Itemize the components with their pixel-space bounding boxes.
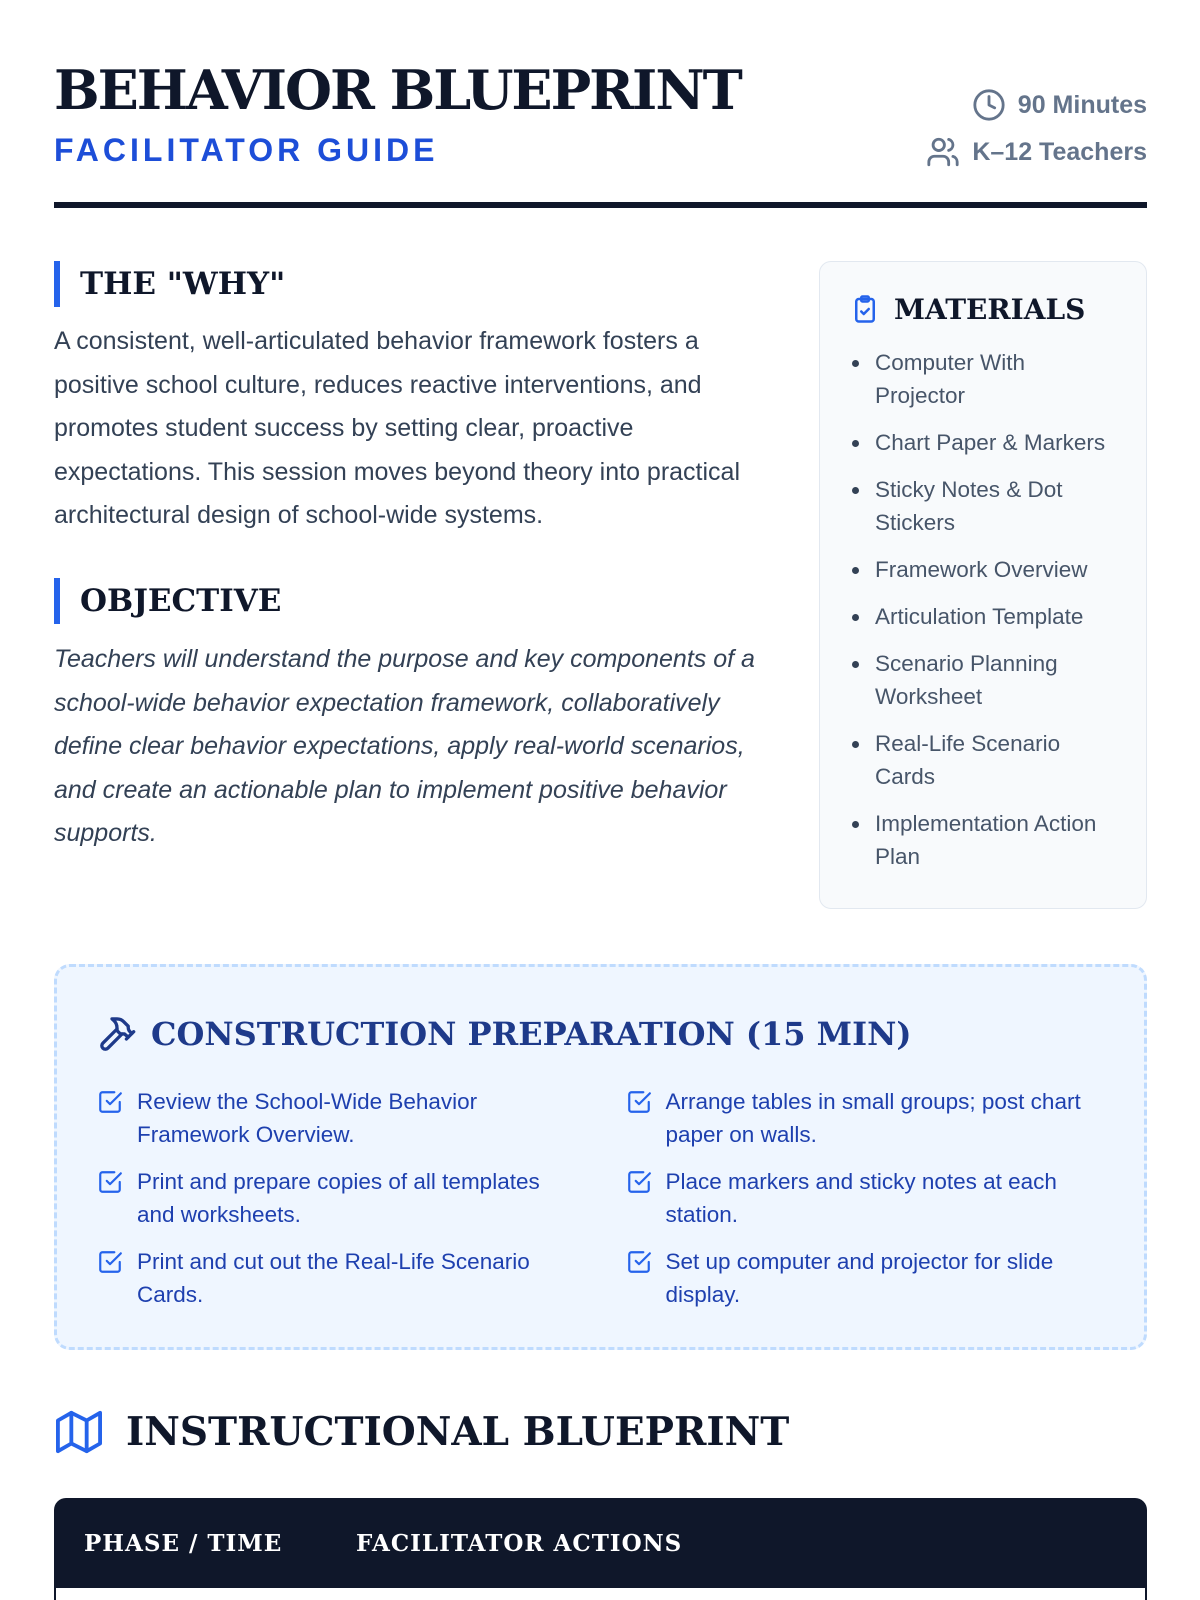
users-icon xyxy=(926,135,960,169)
check-square-icon xyxy=(626,1089,652,1115)
checklist-item-text: Set up computer and projector for slide display. xyxy=(665,1249,1054,1307)
why-paragraph: A consistent, well-articulated behavior framework fosters a positive school culture, reduces reactive interventions, and promotes student success by setting clear, proactive expectations. This session moves beyond theory into practical architectural design of school-wide systems. xyxy=(54,327,741,529)
check-square-icon xyxy=(626,1169,652,1195)
page-header xyxy=(54,54,1147,208)
materials-item: Articulation Template xyxy=(850,600,1120,633)
checklist-item xyxy=(626,1245,1105,1311)
blueprint-heading-text: INSTRUCTIONAL BLUEPRINT xyxy=(126,1409,790,1455)
table-header xyxy=(54,1498,1147,1588)
materials-item: Chart Paper & Markers xyxy=(850,426,1120,459)
checklist-item xyxy=(97,1085,576,1151)
materials-item: Sticky Notes & Dot Stickers xyxy=(850,473,1120,539)
objective-heading xyxy=(54,578,281,624)
materials-item: Framework Overview xyxy=(850,553,1120,586)
materials-list xyxy=(850,346,1120,873)
materials-item: Implementation Action Plan xyxy=(850,807,1120,873)
checklist-item-text: Review the School-Wide Behavior Framework Overview. xyxy=(137,1089,478,1147)
hammer-icon xyxy=(97,1014,137,1054)
why-heading-text: THE "WHY" xyxy=(80,266,286,302)
preparation-checklist xyxy=(97,1085,1104,1311)
map-icon xyxy=(54,1409,104,1455)
materials-item: Computer With Projector xyxy=(850,346,1120,412)
blueprint-heading xyxy=(54,1404,789,1460)
materials-item: Real-Life Scenario Cards xyxy=(850,727,1120,793)
checklist-item-text: Place markers and sticky notes at each station. xyxy=(665,1169,1057,1227)
checklist-item xyxy=(626,1165,1105,1231)
preparation-heading xyxy=(97,1007,1104,1061)
objective-heading-text: OBJECTIVE xyxy=(80,583,282,619)
page-subtitle: FACILITATOR GUIDE xyxy=(54,132,439,168)
materials-item: Scenario Planning Worksheet xyxy=(850,647,1120,713)
checklist-item xyxy=(97,1245,576,1311)
check-square-icon xyxy=(97,1169,123,1195)
materials-heading xyxy=(850,292,1120,326)
check-square-icon xyxy=(97,1249,123,1275)
check-square-icon xyxy=(97,1089,123,1115)
table-row xyxy=(56,1588,1145,1600)
blueprint-table xyxy=(54,1498,1147,1600)
checklist-item xyxy=(97,1165,576,1231)
duration-meta xyxy=(972,88,1147,122)
clipboard-check-icon xyxy=(850,292,880,326)
clock-icon xyxy=(972,88,1006,122)
preparation-panel xyxy=(54,964,1147,1350)
materials-heading-text: MATERIALS xyxy=(894,292,1086,326)
checklist-item-text: Print and cut out the Real-Life Scenario Cards. xyxy=(137,1249,530,1307)
check-square-icon xyxy=(626,1249,652,1275)
objective-paragraph: Teachers will understand the purpose and key components of a school-wide behavior expectation framework, collaboratively define clear behavior expectations, apply real-world scenarios, and create an actionable plan to implement positive behavior supports. xyxy=(54,645,755,847)
column-header-actions: FACILITATOR ACTIONS xyxy=(356,1529,683,1557)
preparation-heading-text: CONSTRUCTION PREPARATION (15 MIN) xyxy=(151,1015,912,1053)
duration-text: 90 Minutes xyxy=(1017,90,1147,119)
page-title: BEHAVIOR BLUEPRINT xyxy=(54,58,741,122)
column-header-phase: PHASE / TIME xyxy=(84,1529,283,1557)
audience-text: K–12 Teachers xyxy=(972,137,1147,166)
why-heading xyxy=(54,261,285,307)
checklist-item xyxy=(626,1085,1105,1151)
audience-meta xyxy=(926,135,1147,169)
checklist-item-text: Print and prepare copies of all templates and worksheets. xyxy=(137,1169,540,1227)
checklist-item-text: Arrange tables in small groups; post chart paper on walls. xyxy=(665,1089,1081,1147)
materials-panel xyxy=(819,261,1147,909)
